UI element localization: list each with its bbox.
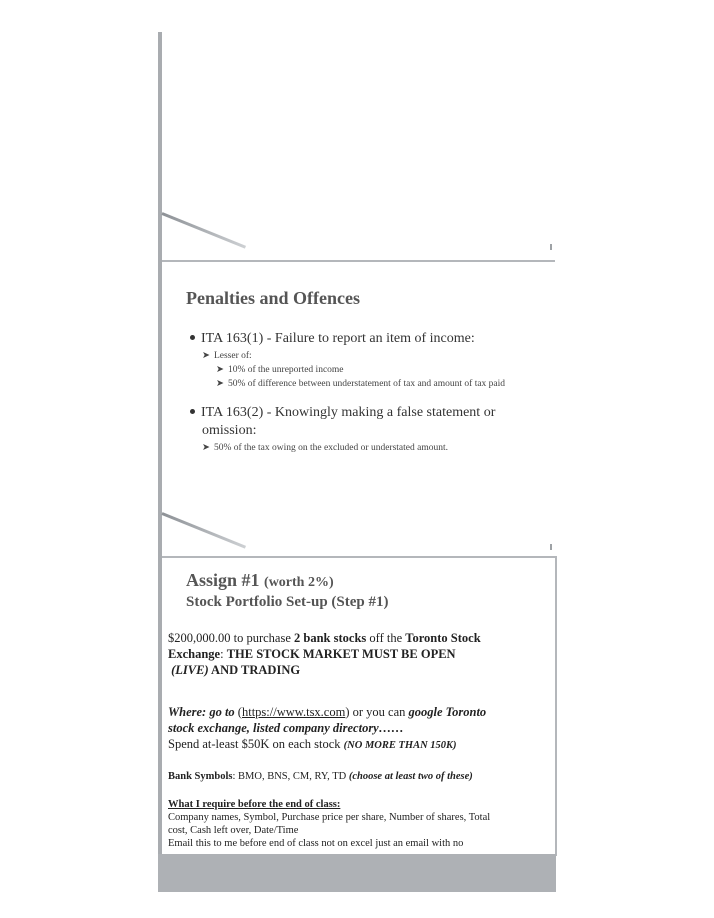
arrow-bullet-icon: ➤ [216,379,224,389]
slide-1-blank [162,32,555,258]
bullet-item [190,330,475,348]
bullet-text: ITA 163(1) - Failure to report an item of income: [201,331,475,346]
paragraph-bank-symbols: Bank Symbols: BMO, BNS, CM, RY, TD (choose at least two of these) [168,771,473,782]
bullet-text: ITA 163(2) - Knowingly making a false statement or [201,405,496,420]
slide-edge-tick [550,244,552,250]
bullet-dot-icon [190,335,195,340]
slide-2-penalties [162,260,555,556]
slide-title: Assign #1 (worth 2%) [186,570,334,590]
bullet-item [190,404,495,422]
sub-sub-bullet: ➤ 10% of the unreported income [216,365,344,375]
arrow-bullet-icon: ➤ [216,365,224,375]
paragraph-where: Where: go to (https://www.tsx.com) or you can google Toronto stock exchange, listed company directory…… Spend at-least $50K on each stock (NO MORE THAN 150K) [168,705,487,751]
paragraph-requirements: What I require before the end of class: Company names, Symbol, Purchase price per share, Number of shares, Total cost, Cash left over, Date/Time Email this to me before end of class not on excel just an email with no [168,799,491,849]
sub-bullet: ➤ 50% of the tax owing on the excluded or understated amount. [202,443,448,453]
footer-bar [158,854,556,892]
slide-subtitle: Stock Portfolio Set-up (Step #1) [186,594,389,610]
arrow-bullet-icon: ➤ [202,443,210,453]
sub-sub-bullet: ➤ 50% of difference between understatement of tax and amount of tax paid [216,379,506,389]
slide-edge-tick [550,544,552,550]
slide-title: Penalties and Offences [186,288,360,308]
slide-3-assignment [162,556,557,856]
sub-bullet: ➤ Lesser of: [202,351,252,361]
tsx-link[interactable]: https://www.tsx.com [241,705,346,719]
bullet-text-continued: omission: [202,423,257,438]
paragraph-budget: $200,000.00 to purchase 2 bank stocks off the Toronto Stock Exchange: THE STOCK MARKET MUST BE OPEN (LIVE) AND TRADING [168,631,481,677]
assignment-weight: (worth 2%) [264,575,334,590]
arrow-bullet-icon: ➤ [202,351,210,361]
bullet-dot-icon [190,409,195,414]
